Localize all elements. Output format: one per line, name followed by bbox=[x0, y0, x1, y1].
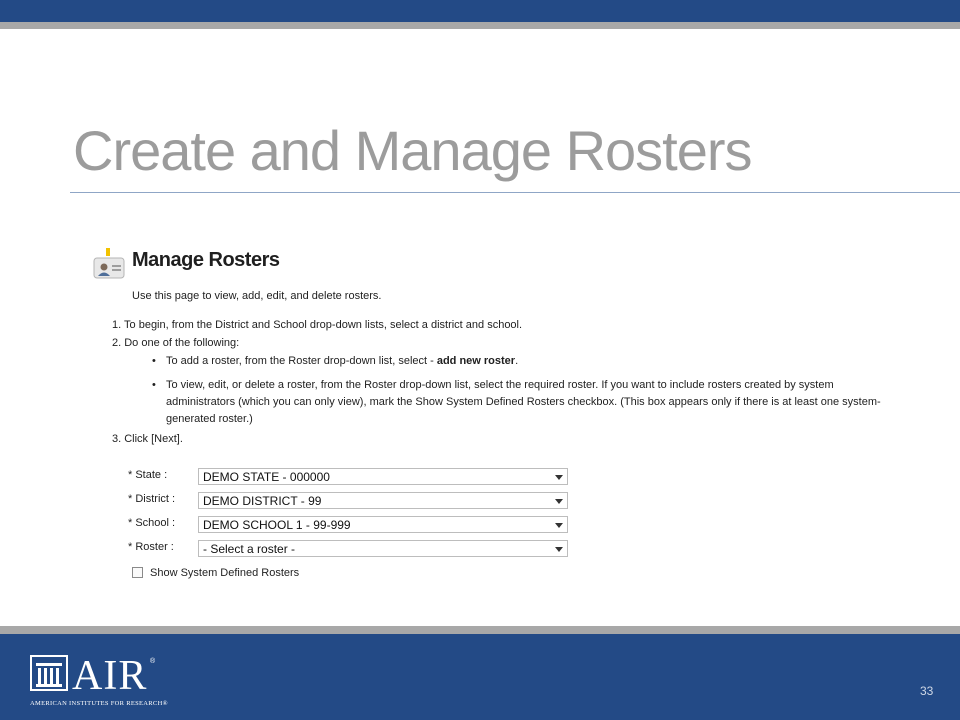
roster-select[interactable] bbox=[198, 540, 568, 557]
bullet-add-suffix: . bbox=[515, 355, 519, 367]
school-label: * School : bbox=[128, 517, 176, 529]
bullet-add-roster bbox=[166, 353, 518, 370]
bullet-add-text: To add a roster, from the Roster drop-down list, select - bbox=[166, 355, 437, 367]
air-logo-registered: ® bbox=[150, 658, 156, 665]
top-stripe bbox=[0, 22, 960, 29]
state-label: * State : bbox=[128, 469, 168, 481]
step-3: 3. Click [Next]. bbox=[112, 433, 183, 445]
manage-rosters-screenshot bbox=[90, 240, 920, 590]
bullet-view-line-3: generated roster.) bbox=[166, 413, 253, 425]
show-system-rosters-label: Show System Defined Rosters bbox=[150, 567, 300, 579]
district-select[interactable] bbox=[198, 492, 568, 509]
panel-title: Manage Rosters bbox=[132, 249, 280, 271]
chevron-down-icon bbox=[555, 547, 563, 552]
chevron-down-icon bbox=[555, 523, 563, 528]
chevron-down-icon bbox=[555, 475, 563, 480]
roster-user-icon bbox=[92, 246, 126, 280]
page-number: 33 bbox=[920, 684, 934, 698]
air-logo-subtitle: AMERICAN INSTITUTES FOR RESEARCH® bbox=[30, 700, 168, 707]
air-logo-text: AIR bbox=[72, 653, 148, 699]
state-select[interactable] bbox=[198, 468, 568, 485]
step-2: 2. Do one of the following: bbox=[112, 337, 240, 349]
bullet-view-line-2: administrators (which you can only view), mark the Show System Defined Rosters checkbox. (This box appears only if there is at least one system- bbox=[166, 396, 881, 408]
panel-intro: Use this page to view, add, edit, and delete rosters. bbox=[132, 290, 382, 302]
district-select-value: DEMO DISTRICT - 99 bbox=[203, 494, 322, 508]
top-banner bbox=[0, 0, 960, 22]
title-divider bbox=[70, 192, 960, 193]
step-1: 1. To begin, from the District and School drop-down lists, select a district and school. bbox=[112, 319, 523, 331]
chevron-down-icon bbox=[555, 499, 563, 504]
school-select-value: DEMO SCHOOL 1 - 99-999 bbox=[203, 518, 351, 532]
roster-select-value: - Select a roster - bbox=[203, 542, 296, 556]
show-system-rosters-checkbox[interactable] bbox=[132, 567, 143, 578]
district-label: * District : bbox=[128, 493, 176, 505]
school-select[interactable] bbox=[198, 516, 568, 533]
bullet-view-line-1: • To view, edit, or delete a roster, from the Roster drop-down list, select the required roster. If you want to include rosters created by system bbox=[166, 379, 834, 391]
bullet-view-roster bbox=[166, 377, 916, 428]
bullet-add-bold: add new roster bbox=[436, 355, 516, 367]
state-select-value: DEMO STATE - 000000 bbox=[203, 470, 330, 484]
slide-title: Create and Manage Rosters bbox=[73, 119, 752, 182]
bottom-stripe bbox=[0, 626, 960, 634]
roster-label: * Roster : bbox=[128, 541, 174, 553]
